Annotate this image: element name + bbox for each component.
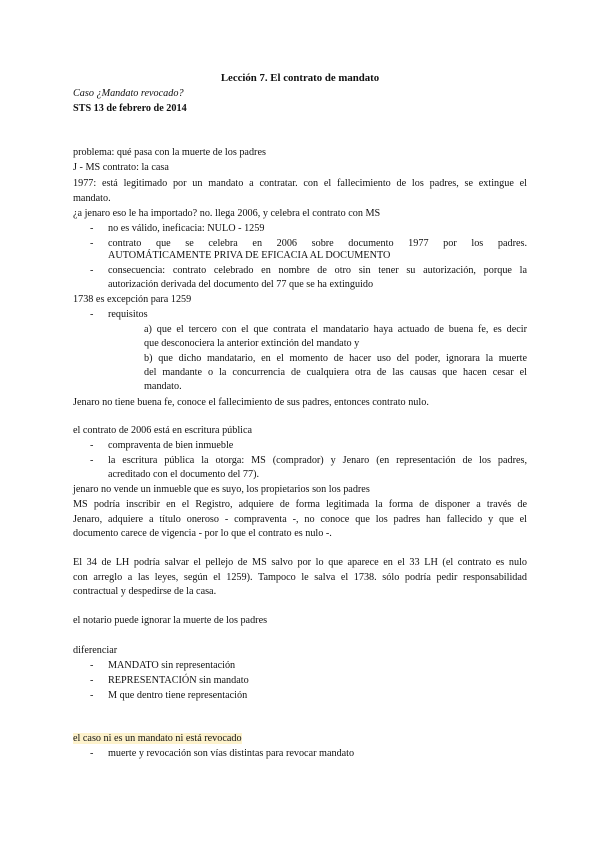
text-line: problema: qué pasa con la muerte de los padres (73, 147, 266, 158)
bullet-dash: - (90, 748, 94, 759)
bullet-text: no es válido, ineficacia: NULO - 1259 (108, 223, 265, 234)
bullet-text: M que dentro tiene representación (108, 690, 248, 701)
bullet-text: REPRESENTACIÓN sin mandato (108, 675, 249, 686)
bullet-dash: - (90, 238, 94, 249)
text-line: J - MS contrato: la casa (73, 162, 169, 173)
text-line: Jenaro no tiene buena fe, conoce el fallecimiento de sus padres, entonces contrato nulo. (73, 397, 429, 408)
text-line: MS podría inscribir en el Registro, adquiere de forma legitimada la forma de disponer a través de (73, 499, 527, 510)
text-line: 1977: está legitimado por un mandato a contratar. con el fallecimiento de los padres, se extingue el (73, 178, 527, 189)
text-line: Jenaro, adquiere a título oneroso - compraventa -, no conoce que los padres han fallecido y que el (73, 514, 527, 525)
text-line: con arreglo a las leyes, según el 1259). Tampoco le salva el 1738. sólo podría pedir responsabilidad (73, 572, 527, 583)
text-line: el contrato de 2006 está en escritura pública (73, 425, 253, 436)
bullet-text: muerte y revocación son vías distintas para revocar mandato (108, 748, 355, 759)
ruling-reference: STS 13 de febrero de 2014 (73, 103, 187, 114)
bullet-text: compraventa de bien inmueble (108, 440, 234, 451)
bullet-text: autorización derivada del documento del 77 que se ha extinguido (108, 279, 374, 290)
requirement-text: mandato. (144, 381, 182, 392)
bullet-dash: - (90, 690, 94, 701)
bullet-text: contrato que se celebra en 2006 sobre documento 1977 por los padres. (108, 238, 527, 249)
text-line: El 34 de LH podría salvar el pellejo de MS salvo por lo que aparece en el 33 LH (el contrato es nulo (73, 557, 527, 568)
bullet-dash: - (90, 309, 94, 320)
text-line: diferenciar (73, 645, 118, 656)
highlighted-text-line (73, 732, 242, 746)
text-line: documento carece de vigencia - por lo que el contrato es nulo -. (73, 528, 332, 539)
text-line: el notario puede ignorar la muerte de los padres (73, 615, 268, 626)
bullet-text: acreditado con el documento del 77). (108, 469, 260, 480)
case-label: Caso ¿Mandato revocado? (73, 88, 184, 99)
highlight-mark: el caso ni es un mandato ni está revocado (73, 733, 242, 744)
bullet-text: AUTOMÁTICAMENTE PRIVA DE EFICACIA AL DOCUMENTO (108, 250, 391, 261)
requirement-text: que desconociera la anterior extinción del mandato y (144, 338, 360, 349)
text-line: contractual y despedirse de la casa. (73, 586, 217, 597)
text-line: mandato. (73, 193, 111, 204)
bullet-dash: - (90, 675, 94, 686)
requirement-text: del mandante o la concurrencia de cualquiera otra de las causas que hacen cesar el (144, 367, 527, 378)
bullet-dash: - (90, 265, 94, 276)
text-line: 1738 es excepción para 1259 (73, 294, 192, 305)
bullet-dash: - (90, 660, 94, 671)
bullet-dash: - (90, 223, 94, 234)
bullet-text: requisitos (108, 309, 148, 320)
text-line: jenaro no vende un inmueble que es suyo, los propietarios son los padres (73, 484, 370, 495)
text-line: ¿a jenaro eso le ha importado? no. llega 2006, y celebra el contrato con MS (73, 208, 381, 219)
bullet-dash: - (90, 455, 94, 466)
bullet-text: MANDATO sin representación (108, 660, 236, 671)
bullet-text: la escritura pública la otorga: MS (comprador) y Jenaro (en representación de los padres, (108, 455, 527, 466)
bullet-dash: - (90, 440, 94, 451)
bullet-text: consecuencia: contrato celebrado en nombre de otro sin tener su autorización, porque la (108, 265, 527, 276)
requirement-text: a) que el tercero con el que contrata el mandatario haya actuado de buena fe, es decir (144, 324, 527, 335)
lesson-title: Lección 7. El contrato de mandato (220, 72, 380, 84)
requirement-text: b) que dicho mandatario, en el momento de hacer uso del poder, ignorara la muerte (144, 353, 527, 364)
